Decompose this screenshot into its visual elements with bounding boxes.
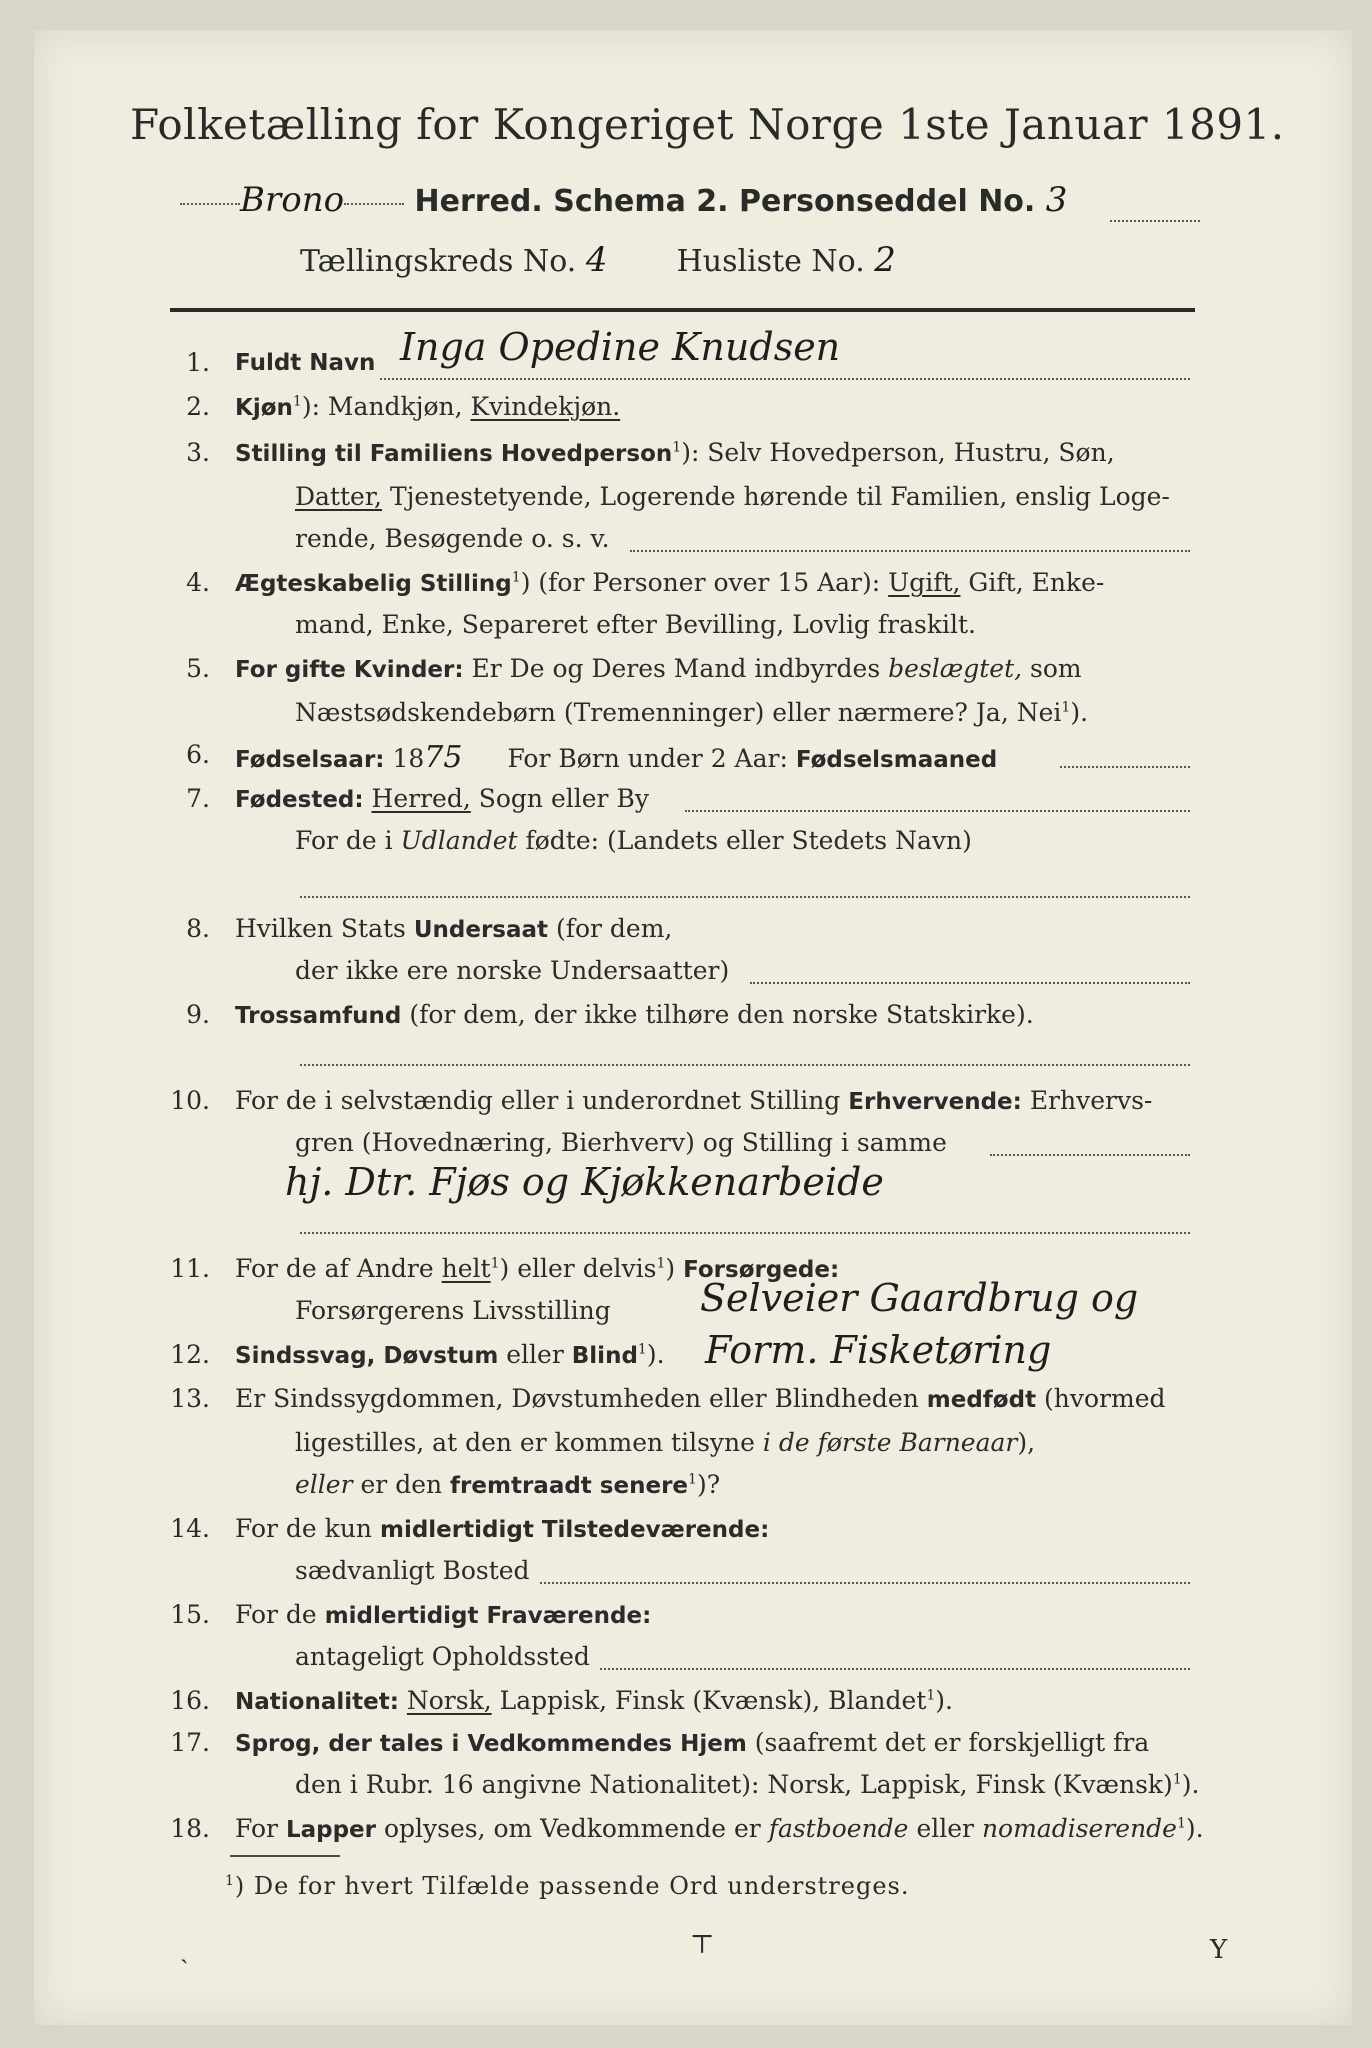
field-14-dots: [540, 1582, 1190, 1584]
herred-value: Brono: [240, 180, 345, 220]
herred-label: Herred.: [414, 184, 543, 219]
field-18-line: For Lapper oplyses, om Vedkommende er fastboende eller nomadiserende$^1$).: [235, 1814, 1204, 1843]
kreds-label: Tællingskreds No.: [300, 244, 577, 279]
field-8-dots: [750, 982, 1190, 984]
field-2-text: Kjøn$^1$): Mandkjøn, Kvindekjøn.: [235, 392, 621, 421]
field-6-dots: [1060, 766, 1190, 768]
field-5-line1: For gifte Kvinder: Er De og Deres Mand indbyrdes beslægtet, som: [235, 654, 1082, 683]
field-8-line1: Hvilken Stats Undersaat (for dem,: [235, 914, 673, 943]
dotted-leader: [344, 203, 404, 205]
field-15-line1: For de midlertidigt Fraværende:: [235, 1600, 652, 1629]
kreds-line: [300, 240, 896, 280]
field-10-line2: gren (Hovednæring, Bierhverv) og Stilling i samme: [295, 1128, 947, 1157]
field-14-line2: sædvanligt Bosted: [295, 1556, 530, 1585]
field-2-number: 2.: [186, 392, 210, 421]
personseddel-label: Personseddel No.: [739, 184, 1036, 219]
field-3-dots: [630, 550, 1190, 552]
schema-label: Schema 2.: [553, 184, 729, 219]
field-6-line: Fødselsaar: 1875 For Børn under 2 Aar: Fødselsmaaned: [235, 740, 998, 775]
field-15-number: 15.: [170, 1600, 210, 1629]
field-16-line: Nationalitet: Norsk, Lappisk, Finsk (Kvænsk), Blandet$^1$).: [235, 1686, 953, 1715]
header-rule: [170, 308, 1195, 312]
corner-mark-left: ˎ: [180, 1935, 189, 1965]
field-7-dots: [685, 810, 1190, 812]
herred-line: [180, 180, 1067, 220]
ugift-underlined: Ugift,: [888, 568, 961, 597]
field-10-number: 10.: [170, 1086, 210, 1115]
field-13-line1: Er Sindssygdommen, Døvstumheden eller Blindheden medfødt (hvormed: [235, 1384, 1166, 1413]
field-11-line2: Forsørgerens Livsstilling: [295, 1296, 611, 1325]
kreds-value: 4: [585, 240, 608, 280]
field-10-dots-2: [300, 1232, 1190, 1234]
field-1-label: Fuldt Navn: [235, 350, 376, 376]
field-4-line2: mand, Enke, Separeret efter Bevilling, Lovlig fraskilt.: [295, 610, 976, 639]
field-8-number: 8.: [186, 914, 210, 943]
field-3-line2: Datter, Tjenestetyende, Logerende hørende til Familien, enslig Loge-: [295, 482, 1170, 511]
field-9-line: Trossamfund (for dem, der ikke tilhøre den norske Statskirke).: [235, 1000, 1034, 1029]
field-17-number: 17.: [170, 1728, 210, 1757]
field-11-number: 11.: [170, 1254, 210, 1283]
field-10-line1: For de i selvstændig eller i underordnet Stilling Erhvervende: Erhvervs-: [235, 1086, 1153, 1115]
field-7-dots-2: [300, 896, 1190, 898]
field-11-line1: For de af Andre helt$^1$) eller delvis$^1$) Forsørgede:: [235, 1254, 840, 1283]
field-18-number: 18.: [170, 1814, 210, 1843]
field-9-number: 9.: [186, 1000, 210, 1029]
field-14-number: 14.: [170, 1514, 210, 1543]
field-10-dots: [990, 1154, 1190, 1156]
field-4-line1: Ægteskabelig Stilling$^1$) (for Personer over 15 Aar): Ugift, Gift, Enke-: [235, 568, 1105, 597]
field-6-number: 6.: [186, 740, 210, 769]
field-1-dots: [380, 378, 1190, 380]
field-13-line3: eller er den fremtraadt senere$^1$)?: [295, 1470, 721, 1499]
kvindekjon-underlined: Kvindekjøn.: [470, 392, 621, 421]
dotted-leader: [180, 203, 240, 205]
field-15-dots: [600, 1668, 1190, 1670]
field-12-line: Sindssvag, Døvstum eller Blind$^1$).: [235, 1340, 665, 1369]
herred-underlined: Herred,: [371, 784, 471, 813]
corner-mark-right: Y: [1210, 1935, 1228, 1965]
field-6-year-value: 75: [424, 740, 463, 775]
field-7-line2: For de i Udlandet fødte: (Landets eller Stedets Navn): [295, 826, 972, 855]
personseddel-value: 3: [1045, 180, 1068, 220]
footnote-rule: [230, 1855, 340, 1857]
field-7-line1: Fødested: Herred, Sogn eller By: [235, 784, 649, 813]
corner-mark-center: ⊤: [690, 1930, 715, 1960]
norsk-underlined: Norsk,: [406, 1686, 492, 1715]
field-7-number: 7.: [186, 784, 210, 813]
field-14-line1: For de kun midlertidigt Tilstedeværende:: [235, 1514, 770, 1543]
field-1-value: Inga Opedine Knudsen: [400, 325, 841, 369]
field-3-number: 3.: [186, 438, 210, 467]
field-10-value: hj. Dtr. Fjøs og Kjøkkenarbeide: [285, 1160, 884, 1204]
field-15-line2: antageligt Opholdssted: [295, 1642, 590, 1671]
field-17-line2: den i Rubr. 16 angivne Nationalitet): Norsk, Lappisk, Finsk (Kvænsk)$^1$).: [295, 1770, 1200, 1799]
field-13-number: 13.: [170, 1384, 210, 1413]
husliste-value: 2: [874, 240, 896, 280]
field-5-line2: Næstsødskendebørn (Tremenninger) eller nærmere? Ja, Nei$^1$).: [295, 698, 1089, 727]
datter-underlined: Datter,: [295, 482, 382, 511]
form-title: Folketælling for Kongeriget Norge 1ste Januar 1891.: [130, 100, 1285, 149]
field-4-number: 4.: [186, 568, 210, 597]
field-12-value: Form. Fisketøring: [705, 1328, 1052, 1372]
footnote: $^1$) De for hvert Tilfælde passende Ord understreges.: [225, 1872, 910, 1900]
field-13-line2: ligestilles, at den er kommen tilsyne i de første Barneaar),: [295, 1428, 1036, 1457]
field-3-line3: rende, Besøgende o. s. v.: [295, 524, 610, 553]
field-5-number: 5.: [186, 654, 210, 683]
husliste-label: Husliste No.: [676, 244, 865, 279]
field-17-line1: Sprog, der tales i Vedkommendes Hjem (saafremt det er forskjelligt fra: [235, 1728, 1150, 1757]
personseddel-dots: [1110, 220, 1200, 222]
field-3-line1: Stilling til Familiens Hovedperson$^1$): Selv Hovedperson, Hustru, Søn,: [235, 438, 1115, 467]
field-8-line2: der ikke ere norske Undersaatter): [295, 956, 730, 985]
field-16-number: 16.: [170, 1686, 210, 1715]
field-9-dots: [300, 1064, 1190, 1066]
field-12-number: 12.: [170, 1340, 210, 1369]
field-11-value: Selveier Gaardbrug og: [700, 1276, 1139, 1320]
field-1-number: 1.: [186, 348, 210, 377]
